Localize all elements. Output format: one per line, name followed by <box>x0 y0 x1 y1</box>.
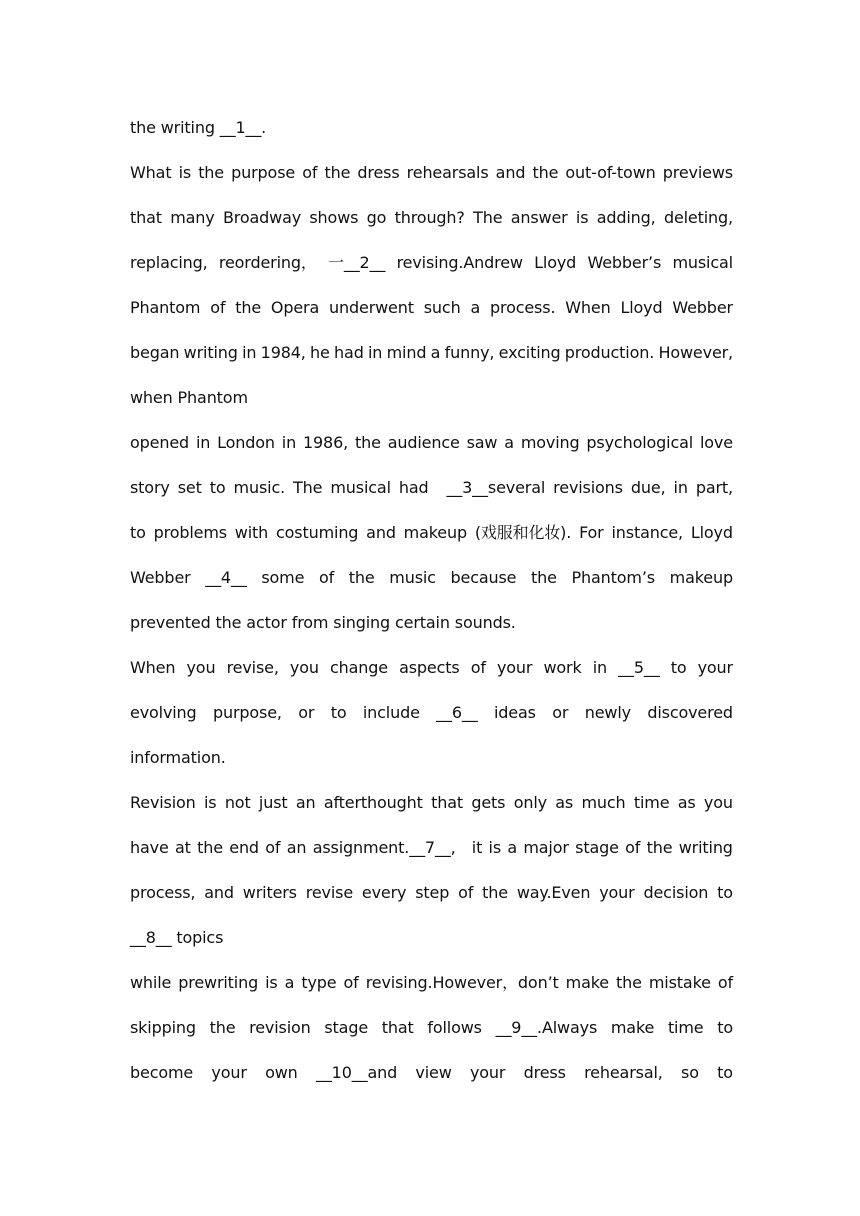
text-word: saw <box>466 433 498 452</box>
text-word: step <box>415 883 450 902</box>
text-line <box>130 523 733 543</box>
text-word: __4__ <box>205 568 247 587</box>
text-word: shows <box>309 208 359 227</box>
text-word: writers <box>242 883 297 902</box>
text-line <box>130 433 733 453</box>
text-word: music <box>389 568 436 587</box>
text-word: information. <box>130 748 226 767</box>
text-word: is <box>488 838 502 857</box>
text-word: in <box>195 433 211 452</box>
text-word: and <box>204 883 234 902</box>
text-word: of <box>458 883 474 902</box>
text-word: you <box>289 658 319 677</box>
text-word: with <box>234 523 269 542</box>
text-word: prewriting <box>178 973 259 992</box>
text-word: (戏服和化妆). <box>474 523 572 542</box>
text-word: your <box>599 883 635 902</box>
text-word: you <box>703 793 733 812</box>
text-word: Lloyd <box>620 298 663 317</box>
text-word: Opera <box>270 298 320 317</box>
text-line <box>130 1018 733 1038</box>
text-word: and <box>366 523 396 542</box>
text-word: to <box>717 1063 733 1082</box>
text-word: a <box>470 298 481 317</box>
text-word: purpose, <box>212 703 282 722</box>
text-word: process, <box>130 883 196 902</box>
text-word: The <box>473 208 503 227</box>
text-word: aspects <box>399 658 460 677</box>
text-word: music. <box>233 478 286 497</box>
text-word: end <box>229 838 259 857</box>
text-word: Phantom <box>130 298 201 317</box>
text-word: began <box>130 343 180 362</box>
text-line <box>130 298 733 318</box>
text-line <box>130 163 733 183</box>
text-word: 一__2__ <box>328 253 386 272</box>
text-word: of <box>265 838 281 857</box>
text-word: had <box>334 343 364 362</box>
text-word: part, <box>695 478 733 497</box>
text-line <box>130 1063 733 1083</box>
text-word: dress <box>523 1063 566 1082</box>
text-word: in <box>281 433 297 452</box>
text-word: become <box>130 1063 194 1082</box>
text-word: at <box>175 838 191 857</box>
text-word: that <box>381 1018 414 1037</box>
text-word: when Phantom <box>130 388 248 407</box>
text-word: underwent <box>329 298 414 317</box>
text-line <box>130 343 733 363</box>
text-word: makeup <box>669 568 733 587</box>
text-word: view <box>415 1063 452 1082</box>
text-word: is <box>265 973 278 992</box>
text-word: your <box>211 1063 247 1082</box>
text-word: adding, <box>596 208 656 227</box>
text-word: an <box>286 838 307 857</box>
text-word: moving <box>520 433 580 452</box>
text-word: that <box>431 793 464 812</box>
text-word: revising.Andrew <box>396 253 523 272</box>
text-word: the <box>198 163 224 182</box>
text-word: London <box>217 433 275 452</box>
text-word: of <box>717 973 733 992</box>
text-word: problems <box>153 523 227 542</box>
text-word: way.Even <box>516 883 591 902</box>
text-word: the <box>482 883 508 902</box>
text-word: However, <box>658 343 733 362</box>
text-word: reordering， <box>218 253 317 272</box>
text-line <box>130 838 733 858</box>
text-word: When <box>565 298 611 317</box>
text-word: newly <box>584 703 631 722</box>
text-word: to <box>130 523 146 542</box>
text-word: Lloyd <box>534 253 577 272</box>
text-word: makeup <box>403 523 467 542</box>
text-word: Phantom’s <box>571 568 655 587</box>
text-word: out-of-town <box>565 163 656 182</box>
text-word: had <box>398 478 429 497</box>
text-word: set <box>177 478 202 497</box>
text-word: The <box>293 478 323 497</box>
text-word: the <box>235 298 262 317</box>
text-word: many <box>170 208 215 227</box>
text-word: revise <box>305 883 354 902</box>
text-word: revisions <box>553 478 623 497</box>
text-word: love <box>699 433 733 452</box>
text-word: replacing, <box>130 253 208 272</box>
text-word: your <box>469 1063 506 1082</box>
text-word: __5__ <box>618 658 660 677</box>
text-word: the <box>209 1018 236 1037</box>
text-word: Webber <box>672 298 733 317</box>
text-word: assignment.__7__, <box>312 838 456 857</box>
text-word: while <box>130 973 172 992</box>
text-word: is <box>575 208 589 227</box>
text-word: the <box>646 838 673 857</box>
text-word: the <box>616 973 642 992</box>
text-word: and <box>495 163 526 182</box>
text-word: ideas <box>494 703 536 722</box>
text-word: include <box>362 703 420 722</box>
text-word: through? <box>394 208 465 227</box>
text-word: or <box>298 703 315 722</box>
text-word: of <box>302 163 318 182</box>
text-word: production. <box>564 343 655 362</box>
text-line <box>130 388 733 408</box>
text-word: follows <box>427 1018 482 1037</box>
text-word: writing <box>678 838 733 857</box>
text-word: deleting, <box>663 208 733 227</box>
text-word: Lloyd <box>690 523 733 542</box>
text-word: the <box>324 163 351 182</box>
text-word: in <box>592 658 608 677</box>
text-line <box>130 928 733 948</box>
text-word: answer <box>510 208 568 227</box>
text-word: not <box>224 793 251 812</box>
text-line <box>130 118 733 138</box>
text-word: evolving <box>130 703 197 722</box>
text-word: some <box>261 568 305 587</box>
text-word: 1984, <box>260 343 306 362</box>
text-word: stage <box>324 1018 369 1037</box>
text-word: rehearsals <box>406 163 489 182</box>
text-word: stage <box>575 838 619 857</box>
text-word: of <box>625 838 641 857</box>
text-line <box>130 748 733 768</box>
text-word: that <box>130 208 162 227</box>
text-word: audience <box>387 433 460 452</box>
text-word: much <box>581 793 626 812</box>
text-word: mind <box>386 343 427 362</box>
text-word: in <box>368 343 383 362</box>
text-word: the <box>354 433 381 452</box>
text-word: purpose <box>231 163 296 182</box>
text-word: own <box>265 1063 298 1082</box>
text-line <box>130 208 733 228</box>
text-word: to <box>330 703 347 722</box>
text-word: major <box>523 838 569 857</box>
text-word: revision <box>249 1018 311 1037</box>
text-word: of <box>470 658 486 677</box>
text-word: the <box>197 838 223 857</box>
text-word: go <box>366 208 387 227</box>
text-line <box>130 253 733 273</box>
text-word: every <box>361 883 407 902</box>
text-word: is <box>204 793 217 812</box>
text-word: process. <box>489 298 556 317</box>
text-word: __10__and <box>315 1063 398 1082</box>
text-word: musical <box>672 253 733 272</box>
text-word: to <box>717 883 733 902</box>
text-word: because <box>450 568 517 587</box>
text-line <box>130 658 733 678</box>
text-word: as <box>677 793 696 812</box>
text-word: discovered <box>647 703 733 722</box>
text-word: __8__ topics <box>130 928 224 947</box>
text-word: of <box>343 973 359 992</box>
text-word: Webber’s <box>587 253 662 272</box>
text-line <box>130 793 733 813</box>
text-word: story <box>130 478 170 497</box>
text-line <box>130 478 733 498</box>
text-word: in <box>673 478 688 497</box>
text-line <box>130 703 733 723</box>
text-word: is <box>178 163 192 182</box>
text-word: to <box>209 478 226 497</box>
text-word: work <box>543 658 582 677</box>
text-word: the <box>348 568 375 587</box>
text-word: just <box>258 793 288 812</box>
text-word: 1986, <box>303 433 349 452</box>
text-word: an <box>295 793 316 812</box>
text-word: of <box>210 298 226 317</box>
text-word: Broadway <box>222 208 302 227</box>
text-word: rehearsal, <box>584 1063 663 1082</box>
text-word: previews <box>662 163 733 182</box>
text-word: a <box>430 343 441 362</box>
text-word: you <box>186 658 216 677</box>
text-word: When <box>130 658 176 677</box>
text-word: __9__.Always <box>495 1018 598 1037</box>
text-word: Revision <box>130 793 196 812</box>
text-word: make <box>565 973 609 992</box>
text-word: your <box>496 658 533 677</box>
text-word: skipping <box>130 1018 196 1037</box>
text-word: have <box>130 838 169 857</box>
text-word: opened <box>130 433 190 452</box>
text-word: __3__several <box>436 478 546 497</box>
text-word: revising.However，don’t <box>365 973 559 992</box>
text-word: Webber <box>130 568 191 587</box>
text-word: For <box>579 523 604 542</box>
text-word: revise, <box>226 658 279 677</box>
text-word: the <box>531 568 557 587</box>
text-word: to <box>670 658 687 677</box>
text-word: make <box>610 1018 655 1037</box>
text-word: such <box>423 298 461 317</box>
text-word: funny, <box>444 343 495 362</box>
text-word: What <box>130 163 172 182</box>
text-word: only <box>513 793 547 812</box>
text-word: your <box>697 658 733 677</box>
text-word: a <box>284 973 295 992</box>
text-line <box>130 568 733 588</box>
text-word: to <box>717 1018 733 1037</box>
text-word: or <box>552 703 569 722</box>
text-word: gets <box>471 793 506 812</box>
text-word: the writing __1__. <box>130 118 267 137</box>
text-word: afterthought <box>323 793 423 812</box>
text-line <box>130 973 733 993</box>
text-word: dress <box>357 163 400 182</box>
text-word: musical <box>330 478 391 497</box>
text-word: instance, <box>611 523 683 542</box>
text-word: due, <box>630 478 666 497</box>
text-word: in <box>242 343 257 362</box>
text-word: prevented the actor from singing certain sounds. <box>130 613 516 632</box>
text-word: costuming <box>276 523 359 542</box>
text-word: it <box>461 838 483 857</box>
text-word: mistake <box>648 973 711 992</box>
text-word: as <box>555 793 574 812</box>
text-word: he <box>310 343 330 362</box>
text-word: change <box>329 658 388 677</box>
text-line <box>130 613 733 633</box>
text-word: time <box>633 793 670 812</box>
text-word: a <box>504 433 514 452</box>
text-line <box>130 883 733 903</box>
text-word: writing <box>183 343 238 362</box>
text-word: the <box>532 163 559 182</box>
text-word: of <box>318 568 335 587</box>
text-word: decision <box>643 883 709 902</box>
text-word: __6__ <box>436 703 478 722</box>
text-word: time <box>667 1018 704 1037</box>
text-word: so <box>681 1063 699 1082</box>
text-word: a <box>507 838 518 857</box>
text-word: psychological <box>586 433 694 452</box>
text-word: exciting <box>498 343 561 362</box>
text-word: type <box>301 973 337 992</box>
